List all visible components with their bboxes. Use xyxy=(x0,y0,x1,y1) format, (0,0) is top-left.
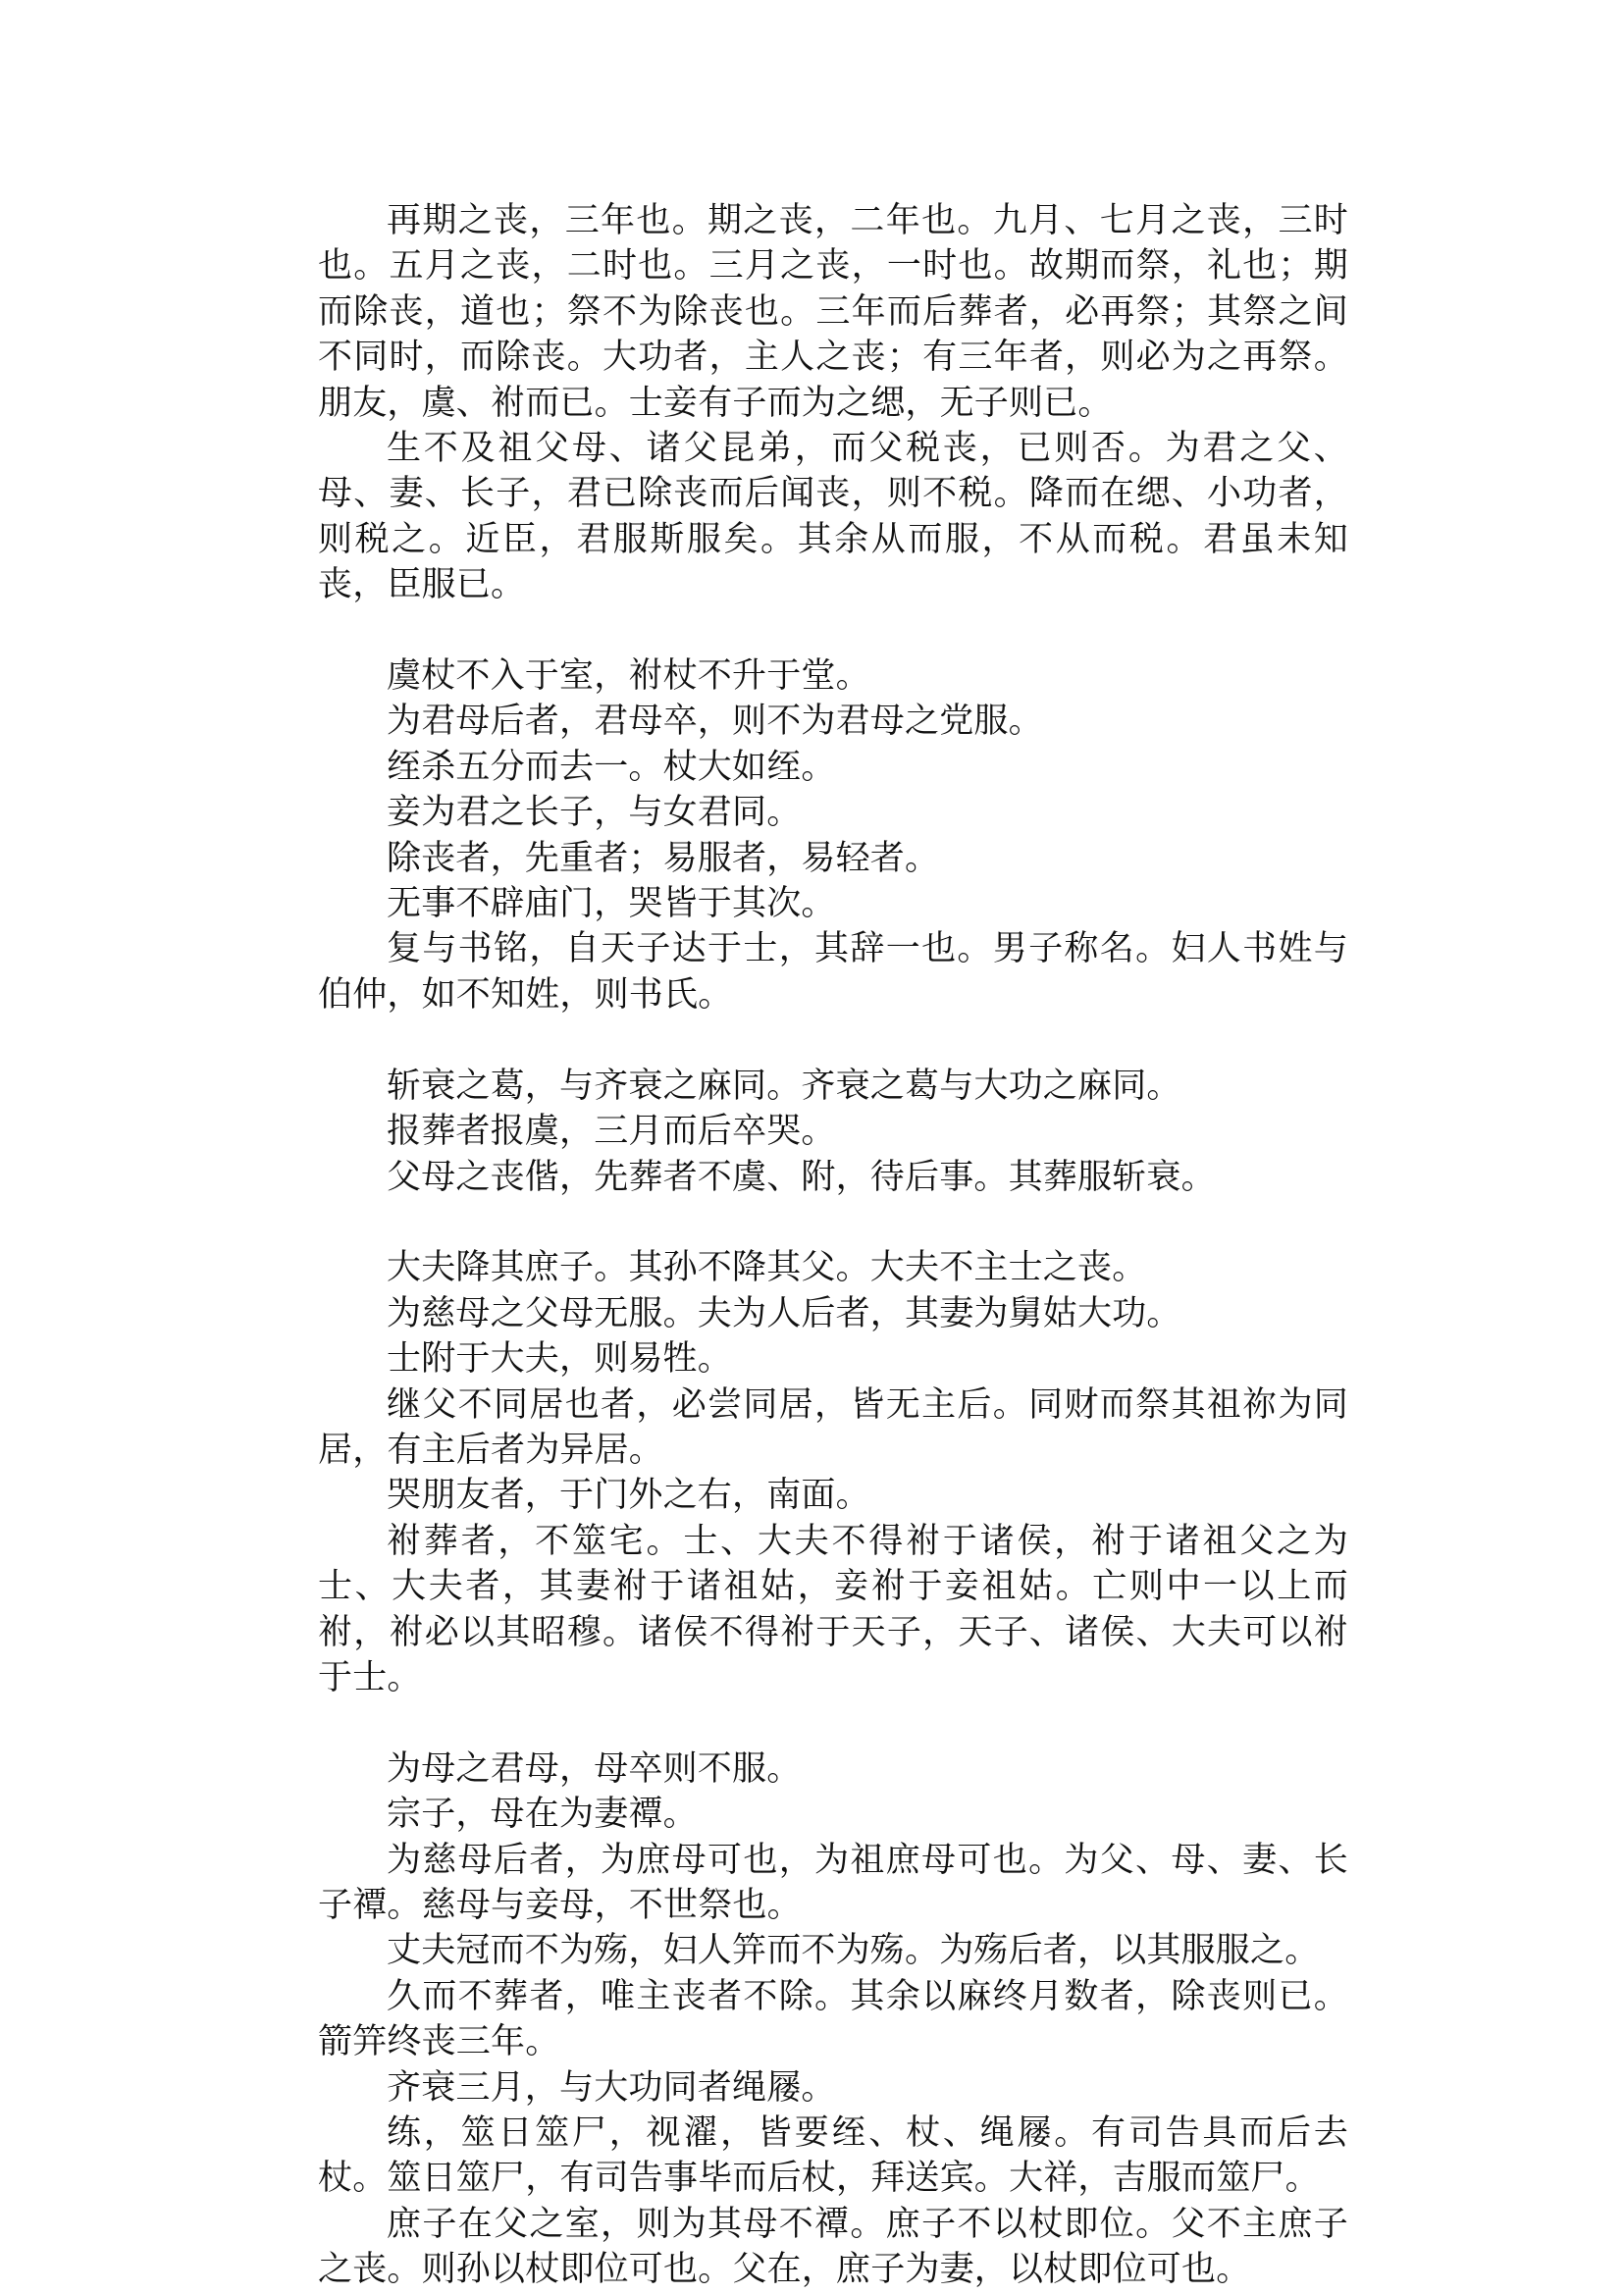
paragraph: 再期之丧，三年也。期之丧，二年也。九月、七月之丧，三时也。五月之丧，二时也。三月之丧，一时也。故期而祭，礼也；期而除丧，道也；祭不为除丧也。三年而后葬者，必再祭；其祭之间不同时，而除丧。大功者，主人之丧；有三年者，则必为之再祭。朋友，虞、祔而已。士妾有子而为之缌，无子则已。 xyxy=(318,201,1348,423)
paragraph: 练，筮日筮尸，视濯，皆要绖、杖、绳屦。有司告具而后去杖。筮日筮尸，有司告事毕而后杖，拜送宾。大祥，吉服而筮尸。 xyxy=(318,2113,1348,2199)
paragraph: 大夫降其庶子。其孙不降其父。大夫不主士之丧。 xyxy=(387,1248,1147,1288)
paragraph: 齐衰三月，与大功同者绳屦。 xyxy=(387,2067,836,2108)
paragraph: 报葬者报虞，三月而后卒哭。 xyxy=(387,1112,836,1152)
paragraph: 父母之丧偕，先葬者不虞、附，待后事。其葬服斩衰。 xyxy=(387,1157,1216,1197)
paragraph: 为慈母之父母无服。夫为人后者，其妻为舅姑大功。 xyxy=(387,1293,1181,1333)
paragraph: 无事不辟庙门，哭皆于其次。 xyxy=(387,884,836,924)
body-text xyxy=(318,198,1348,2293)
paragraph: 祔葬者，不筮宅。士、大夫不得祔于诸侯，祔于诸祖父之为士、大夫者，其妻祔于诸祖姑，妾祔于妾祖姑。亡则中一以上而祔，祔必以其昭穆。诸侯不得祔于天子，天子、诸侯、大夫可以祔于士。 xyxy=(318,1521,1348,1697)
paragraph: 丈夫冠而不为殇，妇人笄而不为殇。为殇后者，以其服服之。 xyxy=(387,1931,1320,1971)
paragraph: 士附于大夫，则易牲。 xyxy=(387,1339,733,1380)
paragraph: 为母之君母，母卒则不服。 xyxy=(387,1748,802,1789)
paragraph: 庶子在父之室，则为其母不禫。庶子不以杖即位。父不主庶子之丧。则孙以杖即位可也。父在，庶子为妻，以杖即位可也。 xyxy=(318,2204,1348,2290)
paragraph: 哭朋友者，于门外之右，南面。 xyxy=(387,1476,870,1516)
paragraph: 虞杖不入于室，祔杖不升于堂。 xyxy=(387,656,870,697)
paragraph: 生不及祖父母、诸父昆弟，而父税丧，已则否。为君之父、母、妻、长子，君已除丧而后闻丧，则不税。降而在缌、小功者，则税之。近臣，君服斯服矣。其余从而服，不从而税。君虽未知丧，臣服已。 xyxy=(318,429,1348,605)
paragraph: 久而不葬者，唯主丧者不除。其余以麻终月数者，除丧则已。箭笄终丧三年。 xyxy=(318,1976,1348,2062)
paragraph: 宗子，母在为妻禫。 xyxy=(387,1795,698,1835)
paragraph: 斩衰之葛，与齐衰之麻同。齐衰之葛与大功之麻同。 xyxy=(387,1066,1181,1106)
paragraph: 继父不同居也者，必尝同居，皆无主后。同财而祭其祖祢为同居，有主后者为异居。 xyxy=(318,1384,1348,1470)
paragraph: 复与书铭，自天子达于士，其辞一也。男子称名。妇人书姓与伯仲，如不知姓，则书氏。 xyxy=(318,929,1348,1015)
paragraph: 为君母后者，君母卒，则不为君母之党服。 xyxy=(387,702,1043,742)
paragraph: 绖杀五分而去一。杖大如绖。 xyxy=(387,747,836,787)
paragraph: 为慈母后者，为庶母可也，为祖庶母可也。为父、母、妻、长子禫。慈母与妾母，不世祭也。 xyxy=(318,1840,1348,1925)
paragraph: 除丧者，先重者；易服者，易轻者。 xyxy=(387,838,940,878)
paragraph: 妾为君之长子，与女君同。 xyxy=(387,793,802,833)
